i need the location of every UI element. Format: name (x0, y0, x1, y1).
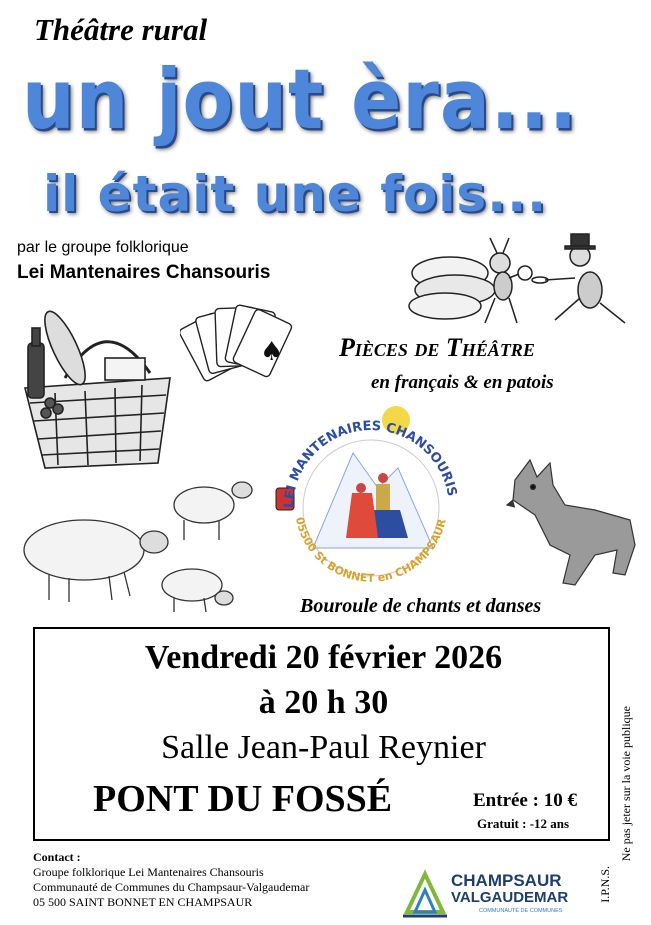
litter-notice-text: Ne pas jeter sur la voie publique (619, 706, 633, 862)
entry-price: Entrée : 10 € (473, 790, 577, 811)
poster-title-patois: un jout èra... (22, 52, 579, 149)
wolf-illustration (505, 455, 645, 590)
contact-line-community: Communauté de Communes du Champsaur-Valgaudemar (33, 880, 310, 894)
badge-arc-text: LEI MANTENAIRES CHANSOURIS (281, 418, 460, 509)
contact-line-group: Groupe folklorique Lei Mantenaires Chansouris (33, 865, 264, 879)
badge-bottom-text: 05500 St BONNET en CHAMPSAUR (292, 515, 449, 585)
troupe-name: Lei Mantenaires Chansouris (17, 262, 271, 283)
contact-line-address: 05 500 SAINT BONNET EN CHAMPSAUR (33, 895, 253, 909)
event-town: PONT DU FOSSÉ (93, 778, 393, 820)
plays-heading: Pièces de Théâtre (339, 333, 535, 362)
event-info-box (33, 627, 610, 841)
champsaur-valgaudemar-logo (403, 862, 578, 920)
byline: par le groupe folklorique (17, 239, 189, 256)
event-date: Vendredi 20 février 2026 (144, 639, 503, 676)
event-time: à 20 h 30 (258, 684, 389, 721)
contact-label: Contact : (33, 850, 81, 864)
ant-grasshopper-illustration (405, 228, 640, 328)
cc-logo-line3: COMMUNAUTÉ DE COMMUNES (479, 908, 563, 914)
sheep-illustration (14, 480, 264, 620)
ipns-mark (598, 866, 612, 916)
contact-block (33, 850, 309, 910)
plays-languages: en français & en patois (371, 372, 554, 393)
finale-caption: Bouroule de chants et danses (300, 595, 542, 617)
poster-title-french: il était une fois... (43, 165, 548, 223)
litter-notice (619, 706, 637, 916)
playing-cards-illustration (180, 298, 300, 388)
free-entry-note: Gratuit : -12 ans (477, 816, 570, 831)
cc-logo-line2: VALGAUDEMAR (451, 889, 569, 906)
cc-logo-line1: CHAMPSAUR (451, 871, 562, 890)
picnic-basket-illustration (10, 303, 180, 473)
troupe-logo-badge (268, 398, 473, 598)
ipns-text: I.P.N.S. (598, 866, 612, 903)
event-venue: Salle Jean-Paul Reynier (161, 729, 486, 766)
svg-text:♠: ♠ (260, 337, 284, 367)
poster-kicker: Théâtre rural (34, 12, 208, 47)
